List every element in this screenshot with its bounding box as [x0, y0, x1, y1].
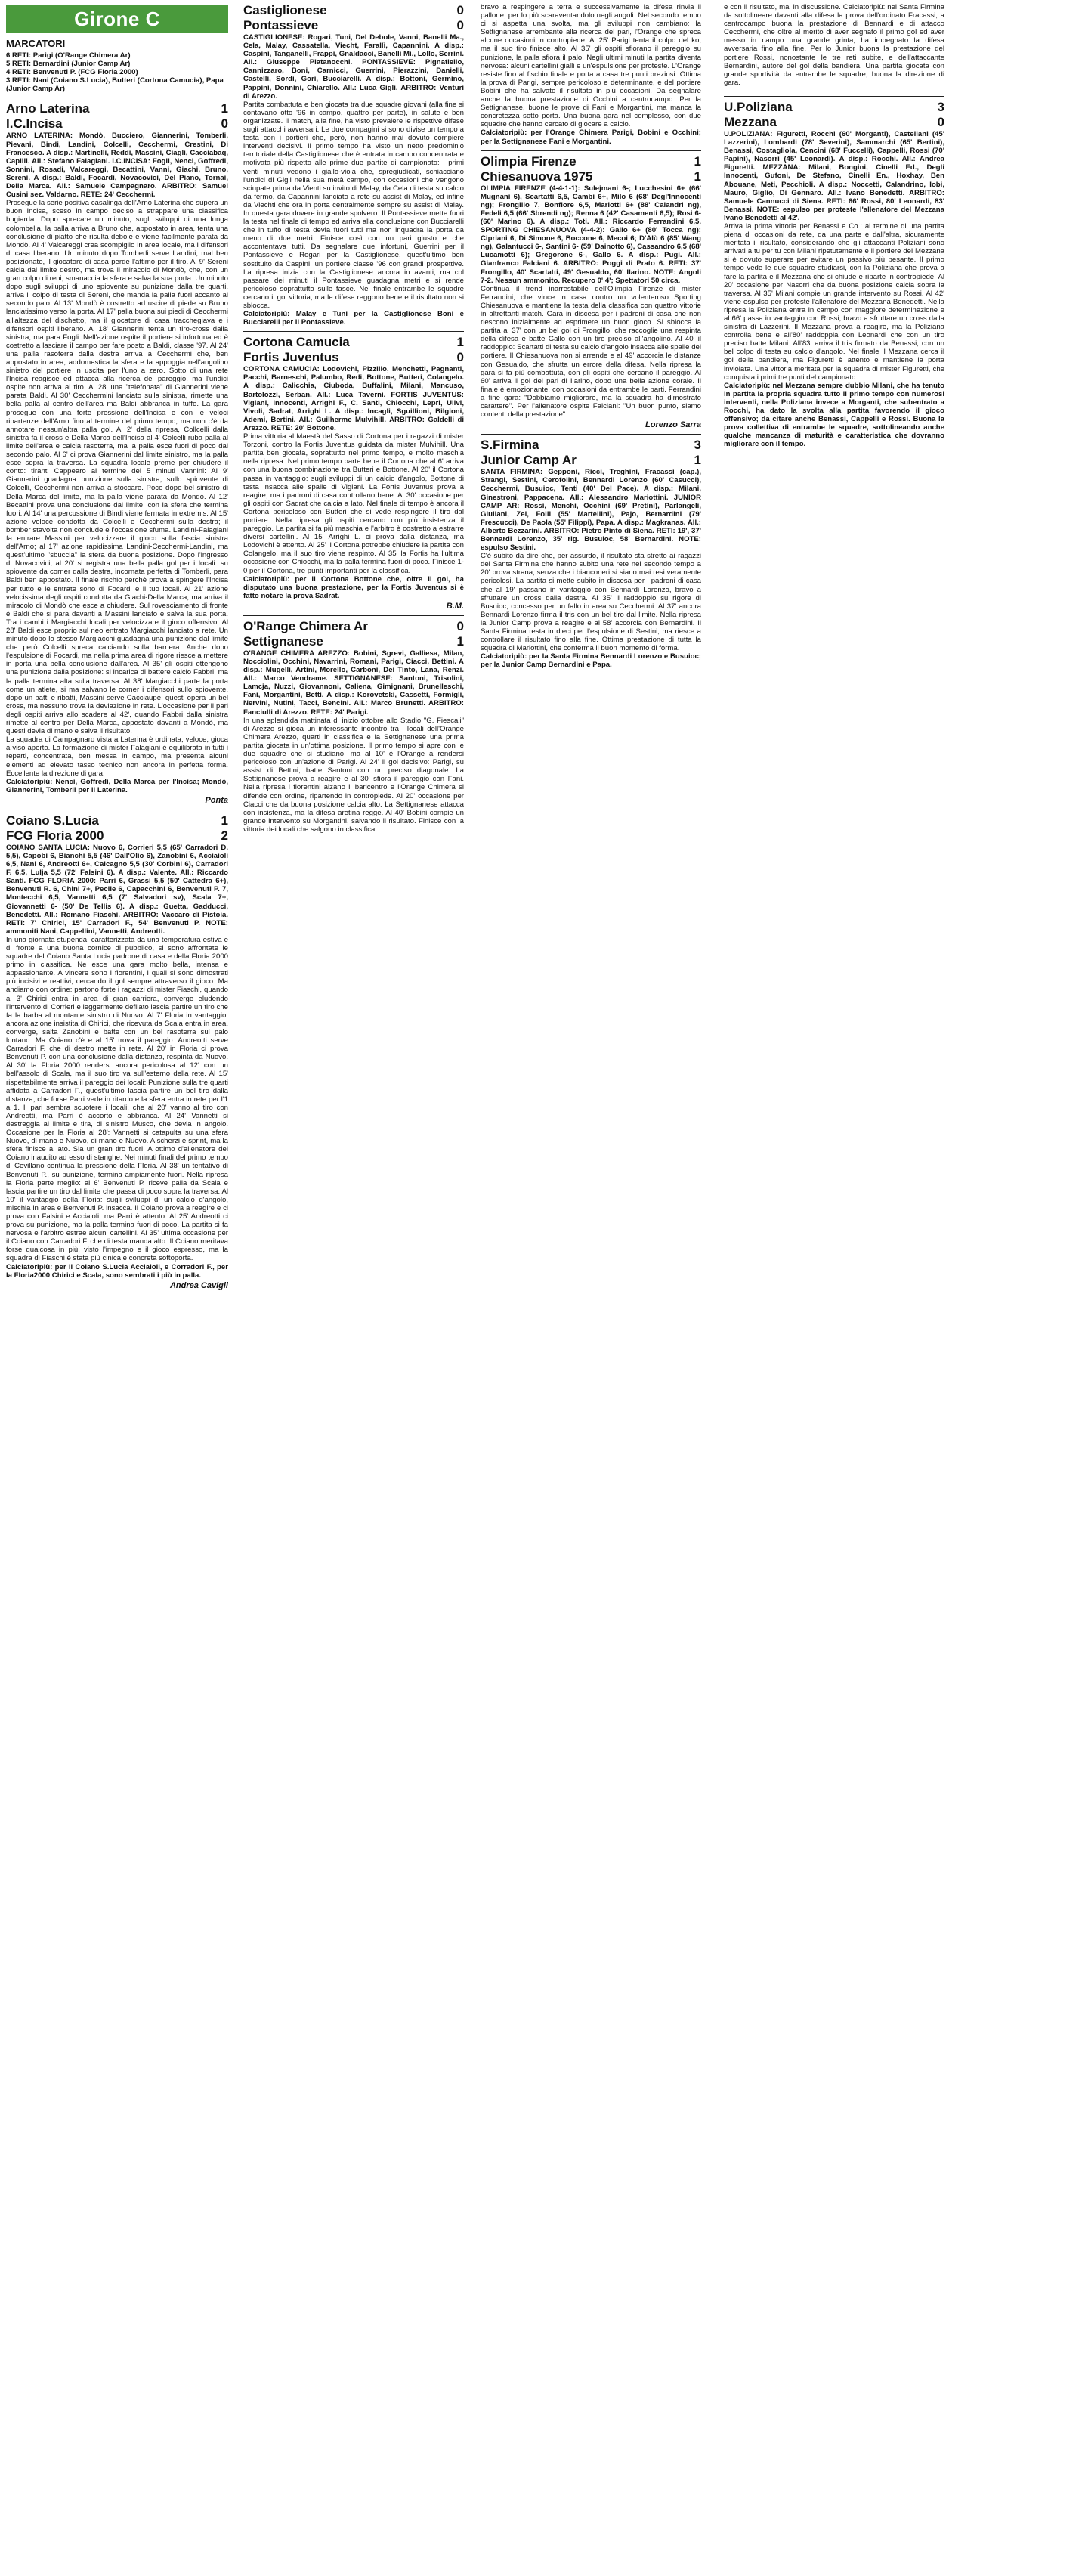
- players-highlight: Calciatoripiù: Nenci, Goffredi, Della Marca per l'Incisa; Mondò, Giannerini, Tomberli per il Laterina.: [6, 777, 228, 794]
- home-team: Castiglionese: [243, 3, 327, 17]
- section-title: Girone C: [74, 7, 160, 30]
- match-report: [6, 101, 228, 804]
- away-team-row: [6, 828, 228, 844]
- players-highlight: Calciatoripiù: per la Santa Firmina Bennardi Lorenzo e Busuioc; per la Junior Camp Bernardini e Papa.: [481, 652, 701, 670]
- home-team: S.Firmina: [481, 438, 539, 453]
- scorers-label: MARCATORI: [6, 38, 66, 49]
- scorers-line: 5 RETI: Bernardini (Junior Camp Ar): [6, 60, 131, 69]
- home-team: O'Range Chimera Ar: [243, 618, 368, 633]
- away-score: 1: [456, 633, 464, 649]
- article-body: Continua il trend inarrestabile dell'Olimpia Firenze di mister Ferrandini, che vince in casa contro un volenteroso Sporting Chiesanuova e mantiene la testa della classifica con quattro vittorie in altrettanti match. Gara in discesa per i padroni di casa che non riescono inizialmente ad esprimere un buon gioco. Si sblocca la partita al 37' con un bel gol di Frongillo, che raccoglie una respinta della difesa e batte Gallo con un tiro preciso all'angolino. Al 40' il raddoppio: Scartatti di testa su calcio d'angolo insacca alle spalle del portiere. Il Chiesanuova non si arrende e al 49' accorcia le distanze con Gesualdo, che sfrutta un errore della difesa. Nella ripresa la gara si fa più combattuta, con gli ospiti che cercano il pareggio. Al 60' arriva il gol del pari di Ilarino, dopo una bella azione corale. Il finale è emozionante, con occasioni da entrambe le parti. Ferrandini a fine gara: "Dobbiamo migliorare, ma la squadra ha dimostrato carattere". Per l'allenatore ospite Falciani: "Un buon punto, siamo contenti della prestazione".: [481, 284, 701, 420]
- home-team-row: [481, 154, 701, 169]
- home-team: Arno Laterina: [6, 101, 90, 116]
- home-team-row: [481, 438, 701, 453]
- scorers-box: [6, 38, 228, 93]
- away-team-row: [724, 115, 944, 130]
- lineup: ARNO LATERINA: Mondò, Bucciero, Giannerini, Tomberli, Pievani, Bindi, Landini, Colcelli, Cecchermi, Crestini, Di Francesco. A disp.: Martinelli, Reddi, Massini, Ciagli, Cacciabaq, Capilli. All.: Stefano Falagiani. I.C.INCISA: Fogli, Nenci, Goffredi, Sonnini, Rosadi, Valcareggi, Becattini, Vanni, Giachi, Bruno, Sereni. A disp.: Baldi, Focardi, Novacovici, Del Piano, Tornai, Della Marca. All.: Samuele Campagnaro. ARBITRO: Samuel Cusini sez. Valdarno. RETE: 24' Cecchermi.: [6, 132, 228, 200]
- away-team-row: [481, 169, 701, 184]
- lineup: CORTONA CAMUCIA: Lodovichi, Pizzillo, Menchetti, Pagnanti, Pacchi, Barneschi, Palumbo, Redi, Bottone, Butteri, Colangelo. A disp.: Calicchia, Ciuboda, Buffalini, Milani, Mancuso, Bartolozzi, Serban. All.: Luca Taverni. FORTIS JUVENTUS: Vigiani, Innocenti, Arrighi F., C. Santi, Chiocchi, Lepri, Ulivi, Vivoli, Sadrat, Arrighi L. A disp.: Incagli, Sguillioni, Bilgioni, Ademi, Bertini. All.: Guilherme Mulvihill. ARBITRO: Galdelli di Arezzo. RETE: 20' Bottone.: [243, 365, 464, 432]
- author: Andrea Cavigli: [169, 1280, 228, 1290]
- away-team-row: [243, 350, 464, 365]
- home-team: Cortona Camucia: [243, 335, 350, 350]
- away-team-row: [243, 18, 464, 33]
- players-highlight: Calciatoripiù: Malay e Tuni per la Castiglionese Boni e Bucciarelli per il Pontassieve.: [243, 310, 464, 327]
- players-highlight: Calciatoripiù: per l'Orange Chimera Parigi, Bobini e Occhini; per la Settignanese Fani e Morgantini.: [481, 128, 701, 146]
- article-body: Prosegue la serie positiva casalinga dell'Arno Laterina che supera un buon Incisa, sceso in campo deciso a strappare una classifica bugiarda. Dopo sprecare un minuto, sugli sviluppi di una lunga colombella, la palla arriva a Bruno che, appostato in area, tenta una conclusione di piatto che risulta debole e viene facilmente parata da Mondò. Al 4' Valcareggi crea scompiglio in area locale, ma i difensori di casa liberano. Un minuto dopo Tomberli serve Landini, mal ben posizionato, il giocatore di casa perde l'attimo per il tiro. Al 9' Sereni calcia dal limite destro, ma trova il miracolo di Mondò, che, con un gran colpo di reni, smanaccia la sfera e salva la sua porta. Un minuto dopo sugli sviluppi di uno spiovente su punizione dalla tre quarti, arriva il colpo di testa di Sereni, che manda la palla fuori accanto al secondo palo. Al 13' Mondò è costretto ad uscire di piede su Bruno lanciatissimo verso la porta. Al 17' palla buona sui piedi di Cecchermi all'altezza del dischetto, ma il giocatore di casa tracchegiava e i difensori ospiti liberano. Al 18' Giannerini tenta un tiro-cross dalla sinistra, ma para Fogli. Nell'azione ospite il portiere si infortuna ed è costretto a lasciare il campo per fare posto a Baldi, classe '97. Al 24' una palla rasoterra dalla destra arriva a Cecchermi che, ben appostato in area, addomestica la sfera e la appoggia nell'angolino sinistro del portiere in uscita per l'uno a zero. Sotto di una rete l'Incisa reagisce ed attacca alla ricerca del pareggio, ma l'undici ospite non arriva al tiro. Al 28' una "telefonata" di Giannerini viene parata Baldi. Al 30' Cecchermini lanciato sulla sinistra, rimette una bella palla al centro dell'area ma Baldi abbranca in tuffo. La gara prosegue con una forte pressione dell'Incisa e con le veloci ripartenze dell'Arno fino al termine del primo tempo, ma non c'è da annotare nessun'altra palla gol. Al 2' della ripresa, Collcelli dalla sinistra fa il cross e Della Marca dell'Incisa al 4' Colcelli ruba palla al limite dell'area e calcia rasoterra, ma la palla esce fuori di poco dal secondo palo. Al 6' ci prova Giannerini dal limite sinistro, ma la palla esce sopra la traversa. La squadra locale preme per chiudere il conto: tiranti Cappearo al termine dei 5 minuti Vannini: Al 9' Giannerini guadagna punizione sulla sinistra; sullo spiovente di Colcelli, Cecchermi non arriva a stoccare. Poco dopo bel sinistro di Della Marca del limite, ma la palla viene parata da Mondò. Al 12' Becattini prova una conclusione dal limite, con la sfera che termina fuori. Al 14' una percussione di Bindi viene fermata in extremis. Al 15' azione veloce condotta da Colcelli e Cecchermi sulla destra; il bomber stavolta non conclude e l'occasione sfuma. Landini-Falagiani fa entrare Massini per velocizzare il gioco sulla fascia sinistra dell'Arno; al 17' azione rapidissima Landini-Cecchermi-Landini, ma quest'ultimo "sbuccia" la sfera da buona posizione. Dopo l'ingresso di Novacovici, al 20' si registra una bella palla gol per i locali: su spiovente da corner dalla destra, incornata perfetta di Tomberli, para Baldi ben appostato. Il finale rischio perché prova a spingere l'Incisa per tutto e le entrate sono di Focardi e il tuo locali. Al 21' azione velocissima degli ospiti condotta da Giachi-Della Marca, ma arriva il miracolo di Mondò che esce a chiudere. Sul rovesciamento di fronte è Baldi che si para davanti a Massini lanciato e salva la sua porta. Tra i cambi i Margiacchi locali per velocizzare il gioco offensivo. Al 28' Baldi esce proprio sul neo entrato Margiacchi lanciato a rete. Un minuto dopo lo stesso Margiacchi guadagna una punizione dal limite che però Colcelli spreca calciando sulla barriera. Anche dopo l'espulsione di Focardi, ma nella prima area di rigore riesce a mettere in porta una bella conclusione dall'area. Al 35' gli ospiti ottengono una punizione dalla posizione: si incarica di battere calcio Fabbri, ma la palla termina alta sulla traversa. Al 38' Margiacchi parte la porta come un atlete, si ma salvano le corner i difensori sullo spiovente, dopo un batti e ribatti, Massini serve Cacciaupe; questi opera un bel cross, ma nessuno trova la deviazione in rete. L'occasione per il pari degli ospiti arriva allo scadere al 42', quando Fabbri dalla sinistra rimette al centro per Della Marca, appostato davanti a Mondò, ma questi devia di mano e salva il risultato.: [6, 199, 228, 736]
- away-team: Pontassieve: [243, 18, 319, 33]
- away-score: 2: [221, 828, 228, 843]
- article-body-continued: bravo a respingere a terra e successivamente la difesa rinvia il pallone, per lo più scaraventandolo negli angoli. Nel secondo tempo ci si aspetta una svolta, ma gli sviluppi non cambiano: la Settignanese arrembante alla ricerca del pari, l'Orange che spreca alcune occasioni in contropiede. Al 25' Parigi tenta il colpo del ko, ma il suo tiro finisce alto. Al 35' gli ospiti sfiorano il pareggio su punizione, la palla sfiora il palo. Negli ultimi minuti la partita diventa nervosa: alcuni cartellini gialli e un'espulsione per proteste. L'Orange resiste fino al fischio finale e porta a casa tre punti preziosi. Ottima la prova di Parigi, sempre pericoloso e determinante, e del portiere Bobini che ha salvato il risultato in più occasioni. Da segnalare anche la buona prestazione di Occhini a centrocampo. Per la Settignanese, buone le prove di Fani e Morgantini, ma manca la concretezza sotto porta. Una buona gara nel complesso, con due squadre che hanno cercato di giocare a calcio.: [481, 3, 701, 129]
- article-body-continued: e con il risultato, mai in discussione. Calciatoripiù: nel Santa Firmina da sottolineare davanti alla difesa la prova dell'ordinato Fracassi, a centrocampo buona la prestazione di Bennardi e di attacco Cecchermi, che oltre al merito di aver segnato il primo gol ed aver messo in campo una grande grinta, ha impegnato la difesa avversaria fino alla fine. Per lo Junior buona la prestazione del portiere Rossi, nonostante le tre reti subite, e dell'attaccante Bernardini, autore del gol della bandiera. Una partita giocata con grande sportività da entrambe le squadre, buona la direzione di gara.: [724, 3, 944, 87]
- match-report: [6, 813, 228, 1290]
- column-3: [481, 3, 701, 2570]
- home-score: 0: [456, 618, 464, 633]
- home-score: 3: [694, 438, 701, 453]
- author: Ponta: [205, 795, 228, 805]
- home-score: 1: [456, 335, 464, 350]
- home-team: Coiano S.Lucia: [6, 813, 99, 828]
- divider: [481, 434, 701, 435]
- match-report: [724, 100, 944, 449]
- scorers-line: 4 RETI: Benvenuti P. (FCG Floria 2000): [6, 68, 138, 77]
- away-score: 0: [937, 114, 944, 129]
- article-body: C'è subito da dire che, per assurdo, il risultato sta stretto ai ragazzi del Santa Firmina che hanno subito una rete nel secondo tempo a 20' prova strana, senza che i bianconeri si siano mai resi veramente pericolosi. La partita si mette subito in discesa per i padroni di casa che al 19' passano in vantaggio con Bennardi Lorenzo, bravo a sfruttare un cross dalla destra. Al 35' il raddoppio su rigore di Busuioc, concesso per un fallo in area su Cecchermi. Al 37' ancora Bennardi Lorenzo firma il tris con un bel tiro dal limite. Nella ripresa la Junior Camp prova a reagire e al 58' accorcia con Bernardini. Il Santa Firmina resta in dieci per l'espulsione di Sestini, ma riesce a controllare il risultato fino alla fine. Ottima prestazione di tutta la squadra di Mariottini, che conferma il buon momento di forma.: [481, 552, 701, 653]
- home-team: U.Poliziana: [724, 99, 793, 114]
- article-body: In una giornata stupenda, caratterizzata da una temperatura estiva e di fronte a una buona cornice di pubblico, si sono affrontate le squadre del Coiano Santa Lucia padrone di casa e della Floria 2000 primo in classifica. Ne esce una gara molto bella, intensa e appassionante. A vincere sono i fiorentini, i quali si sono dimostrati più incisivi e reattivi, cercando il gol sempre attraverso il gioco. Ma andiamo con ordine: partono forte i ragazzi di mister Fiaschi, quando al 3' Chirici entra in area di gran carriera, converge eludendo l'intervento di Corrieri e leggermente defilato lascia partire un tiro che fa la barba al montante sinistro di Nuovo. Al 7' Floria in vantaggio: ancora azione insistita di Chirici, che ricevuta da Scala entra in area, converge, salta Zanobini e batte con un bel rasoterra sul palo lontano. Ma Coiano c'è e al 15' trova il pareggio: Andreotti serve Carradori F. che di destro mette in rete. Al 20' in Floria ci prova Benvenuti P. con una conclusione dalla distanza, respinta da Nuovo. Al 30' la Floria 2000 rendersi ancora pericolosa al 12' con un bell'assolo di Scala, ma il suo tiro va sull'esterno della rete. Al 15' rispettabilmente arriva il pareggio dei locali: Punizione sulla tre quarti affidata a Carradori F., quest'ultimo lascia partire un bel tiro dalla distanza, che forse Parri vede in ritardo e la sfera entra in rete per l'1 a 1. Il pari sembra scuotere i locali, che al 20' vanno al tiro con Andreotti, ma Parri è accorto e abbranca. Al 24' Vannetti si destreggia al limite e tira, di sinistro Musco, che devia in angolo. Occasione per la Floria al 28': Vannetti si catapulta su una sfera Nuovo, di mano e Nuovo, di mano e Nuovo. A scherzi e sprint, ma la sfera finisce a lato. Sia un gran tiro fuori. A ottimo d'allenatore del Coiano inaudito ad esso di stanghe. Nei minuti finali del primo tempo di Cevillano continua la pressione della Floria. Al 38' un tentativo di Benvenuti P., su punizione, termina ampiamente fuori. Nella ripresa la Floria parte meglio: al 6' Benvenuti P. riceve palla da Scala e lascia partire un tiro dal limite che passa di poco sopra la traversa. Al 10' il vantaggio della Floria: sugli sviluppi di un calcio d'angolo, mischia in area e Benvenuti P. insacca. Il Coiano prova a reagire e ci prova con Falsini e Acciaioli, ma Parri è attento. Al 25' Andreotti ci prova su punizione, ma la palla termina fuori di poco. La partita si fa nervosa e l'arbitro estrae alcuni cartellini. Al 35' ultima occasione per il Coiano con Carradori F. che di testa manda alto. Il Coiano meritava forse qualcosa in più, visto l'impegno e il gioco espresso, ma la squadra di Fiaschi è stata più cinica e concreta sottoporta.: [6, 935, 228, 1263]
- lineup: COIANO SANTA LUCIA: Nuovo 6, Corrieri 5,5 (65' Carradori D. 5,5), Capobi 6, Bianchi 5,5 (46' Dall'Olio 6), Zanobini 6, Acciaioli 6,5, Nani 6, Andreotti 6+, Calcagno 5,5 (30' Corbini 6), Carradori F. 6,5, Lulja 5,5 (72' Falsini 6). A disp.: Valente. All.: Riccardo Santi. FCG FLORIA 2000: Parri 6, Grassi 5,5 (50' Cattedra 6+), Benvenuti R. 6, Chini 7+, Pecile 6, Capacchini 6, Benvenuti P. 7, Montecchi 6,5, Vannetti 6,5 (7' Salvadori sv), Scala 7+, Giovannetti 6- (50' De Tellis 6). A disp.: Guetta, Gadducci, Benedetti. All.: Romano Fiaschi. ARBITRO: Vaccaro di Pistoia. RETI: 7' Chirici, 15' Carradori F., 54' Benvenuti P. NOTE: ammoniti Nani, Cappellini, Vannetti, Andreotti.: [6, 843, 228, 936]
- divider: [243, 615, 464, 616]
- lineup: SANTA FIRMINA: Gepponi, Ricci, Treghini, Fracassi (cap.), Strangi, Sestini, Cerofolini, Bennardi Lorenzo (60' Casucci), Cecchermi, Busuioc, Tenti (40' Del Pace). A disp.: Milani, Ginestroni, Pappacena. All.: Alessandro Mariottini. JUNIOR CAMP AR: Rossi, Menchi, Occhini (69' Pretini), Parlangeli, Giuliani, Zei, Folli (55' Martellini), Pajo, Bernardini (79' Frescucci), De Paola (55' Filippi), Papa. A disp.: Magkranas. All.: Alberto Bezzarini. ARBITRO: Pietro Pinto di Siena. RETI: 19', 37' Bennardi Lorenzo, 35' rig. Busuioc, 58' Bernardini. NOTE: espulso Sestini.: [481, 468, 701, 553]
- away-team: FCG Floria 2000: [6, 828, 104, 843]
- players-highlight: Calciatoripiù: per il Cortona Bottone che, oltre il gol, ha disputato una buona prestazione, per la Fortis Juventus si è fatto notare la prova Sadrat.: [243, 574, 464, 600]
- article-body: La squadra di Campagnaro vista a Laterina è ordinata, veloce, gioca a viso aperto. La formazione di mister Falagiani è equilibrata in tutti i reparti, concentrata, ben messa in campo, ma presenta alcuni elementi ad elevato tasso tecnico non ancora in perfetta forma. Eccellente la direzione di gara.: [6, 735, 228, 778]
- column-4: [724, 3, 944, 2570]
- author: Lorenzo Sarra: [645, 420, 701, 430]
- match-report: [243, 3, 464, 327]
- away-team: Junior Camp Ar: [481, 453, 577, 468]
- article-body: In una splendida mattinata di inizio ottobre allo Stadio "G. Fiescali" di Arezzo si gioca un interessante incontro tra i locali dell'Orange Chimera Arezzo, quarti in classifica e la Settignanese una prima partita giocata in un'ottima posizione. Il primo tempo si apre con le due squadre che si studiano, ma al 10' è l'Orange a rendersi pericoloso con un'azione di Parigi. Al 24' il gol decisivo: Parigi, su assist di Bettini, batte Santoni con un preciso diagonale. La Settignanese prova a reagire e al 30' sfiora il pareggio con Fani. Nella ripresa i fiorentini alzano il baricentro e l'Orange Chimera si difende con ordine, ripartendo in contropiede. Al 20' occasione per Ciacci che da buona posizione calcia alto. La Settignanese attacca con insistenza, ma la difesa aretina regge. Al 40' Bobini compie un grande intervento su Morgantini, salvando il risultato. Finisce con la vittoria dei locali che salgono in classifica.: [243, 716, 464, 834]
- home-score: 3: [937, 99, 944, 114]
- players-highlight: Calciatoripiù: nel Mezzana sempre dubbio Milani, che ha tenuto in partita la propria squadra tutto il primo tempo con numerosi interventi, nella Poliziana invece a Morganti, che subentrato a Rocchi, ha dato la svolta alla partita favorendo il gioco offensivo; da citare anche Benassi, Cappelli e Rossi. Buona la prova collettiva di entrambe le squadre, sottolineando anche qualche mancanza di maturità e caratteristica che dovranno migliorare con il tempo.: [724, 381, 944, 449]
- home-team-row: [724, 100, 944, 115]
- away-score: 0: [456, 18, 464, 33]
- away-team: I.C.Incisa: [6, 116, 63, 132]
- home-score: 0: [456, 3, 464, 17]
- players-highlight: Calciatoripiù: per il Coiano S.Lucia Acciaioli, e Corradori F., per la Floria2000 Chirici e Scala, sono sembrati i più in palla.: [6, 1262, 228, 1280]
- scorers-line: 6 RETI: Parigi (O'Range Chimera Ar): [6, 51, 131, 60]
- away-team-row: [481, 453, 701, 468]
- away-team-row: [6, 116, 228, 132]
- column-1: [6, 38, 228, 2570]
- home-team-row: [6, 813, 228, 828]
- match-report: [243, 335, 464, 611]
- lineup: OLIMPIA FIRENZE (4-4-1-1): Sulejmani 6-; Lucchesini 6+ (66' Mugnani 6), Scartatti 6,5, Cambi 6+, Milo 6 (68' Degl'Innocenti ng); Frongillo 7, Bonfiore 6,5, Mariotti 6+ (88' Calandri ng), Fedeli 6,5 (66' Sbrendi ng); Renna 6 (42' Casamenti 6,5); Rosi 6- (60' Marino 6). A disp.: Toti. All.: Riccardo Ferrandini 6,5. SPORTING CHIESANUOVA (4-4-2): Gallo 6+ (80' Tocca ng); Cipriani 6, Di Simone 6, Boccone 6, Mecoi 6; D'Alù 6 (85' Wang ng), Galantucci 6-, Santini 6- (59' Dainotto 6), Cassandro 6,5 (68' Lucamotti 6); Gregorone 6-, Gallo 6. A disp.: Pugi. All.: Gianfranco Falciani 6. ARBITRO: Poggi di Prato 6. RETI: 37' Frongillo, 40' Scartatti, 49' Gesualdo, 60' Ilarino. NOTE: Angoli 7-2. Nessun ammonito. Recupero 0' 4'; Spettatori 50 circa.: [481, 184, 701, 285]
- away-team: Mezzana: [724, 114, 777, 129]
- author: B.M.: [446, 601, 464, 611]
- home-team-row: [243, 335, 464, 350]
- away-team: Settignanese: [243, 633, 323, 649]
- divider: [481, 150, 701, 151]
- divider: [724, 96, 944, 97]
- match-report: [481, 438, 701, 669]
- away-score: 0: [221, 116, 228, 132]
- lineup: O'RANGE CHIMERA AREZZO: Bobini, Sgrevi, Galliesa, Milan, Nocciolini, Occhini, Navarrini, Romani, Parigi, Ciacci, Bettini. A disp.: Mugelli, Artini, Morello, Carboni, Dei Tinto, Lana, Renzi. All.: Marco Vendrame. SETTIGNANESE: Santoni, Trisolini, Lamcja, Nuzzi, Giovannoni, Caliena, Gimignani, Brunelleschi, Fani, Morgantini, Betti. A disp.: Korovetski, Cassetti, Formigli, Nervini, Nutini, Tacci, Bencini. All.: Marco Brunetti. ARBITRO: Fanciulli di Arezzo. RETE: 24' Parigi.: [243, 649, 464, 717]
- article-body: Partita combattuta e ben giocata tra due squadre giovani (alla fine si contavano otto '96 in campo, quattro per parte), in salute e ben organizzate. Il match, alla fine, ha visto prevalere le rispettive difese sugli attacchi avversari. Le due compagini si sono divise un tempo a testa con i portieri che, però, non hanno mai dovuto compiere interventi decisivi. Il primo tempo ha visto un netto predominio territoriale della Castiglionese che è entrata in campo concentrata e motivata più rispetto alle prime due partite di campionato: i primi venti minuti vedono i giallo-viola che, spregiudicati, schiacciano l'undici di Gigli nella sua metà campo, con occasioni che vengono sciupate prima da Vienti su invito di Malay, da Cela di testa su calcio da fermo, da Capannini lanciato a rete su assist di Malay, ed infine da Viechti che ora in porta centralmente sempre su assist di Malay. In questa gara dovere in grande spolvero. Il Pontassieve mette fuori la testa nel finale di tempo ed arriva alla conclusione con Bucciarelli che in tuffo di testa devia fuori tutti ma non inquadra la porta da meno di due metri. Finisce così con un pari giusto e che accontentava tutti. Da segnalare due infortuni, Guerrini per il Pontassieve e Rogari per la Castiglionese, quest'ultimo ben sostituito da Caspini, un portiere classe '96 con grandi prospettive. La ripresa inizia con la Castiglionese ancora in avanti, ma col passare dei minuti il Pontassieve guadagna metri e si rende pericoloso soprattutto sulle fasce. Nel finale entrambe le squadre cercano il gol vittoria, ma le difese reggono bene e il risultato non si sblocca.: [243, 100, 464, 310]
- away-team: Fortis Juventus: [243, 350, 339, 365]
- away-team: Chiesanuova 1975: [481, 169, 593, 184]
- home-team-row: [243, 619, 464, 634]
- divider: [243, 331, 464, 332]
- away-score: 1: [694, 453, 701, 468]
- home-team-row: [243, 3, 464, 18]
- home-score: 1: [221, 101, 228, 116]
- away-score: 0: [456, 350, 464, 365]
- lineup: U.POLIZIANA: Figuretti, Rocchi (60' Morganti), Castellani (45' Lazzerini), Lombardi (78' Severini), Sammarchi (65' Bertini), Benassi, Costagliola, Cencini (68' Fuccelli), Cappelli, Rossi (70' Papini), Nasorri (45' Leonardi). A disp.: Rocchi. All.: Andrea Figuretti. MEZZANA: Milani, Bongini, Cinelli Ed., Degli Innocenti, Gufoni, De Stefano, Cinelli En., Hoxhay, Ben Abouane, Meti, Pecchioli. A disp.: Noccetti, Calandrino, Iobi, Mauro, Giglio, Di Gennaro. All.: Ivano Benedetti. ARBITRO: Samuele Cannucci di Siena. RETI: 66' Rossi, 80' Leonardi, 83' Benassi. NOTE: espulso per proteste l'allenatore del Mezzana Ivano Benedetti al 42'.: [724, 129, 944, 222]
- match-report: [243, 619, 464, 834]
- away-team-row: [243, 634, 464, 649]
- column-2: [243, 3, 464, 2570]
- home-score: 1: [694, 153, 701, 169]
- article-body: Arriva la prima vittoria per Benassi e Co.: al termine di una partita piena di occasioni da rete, da una parte e dall'altra, sicuramente meritata il risultato, considerando che gli attaccanti Poliziani sono arrivati a tu per tu con Milani ripetutamente e il portiere del Mezzana si è dovuto superare per evitare un passivo più pesante. Il primo tempo vede le due squadre studiarsi, con la Poliziana che prova a fare la partita e il Mezzana che si chiude e riparte in contropiede. Al 20' occasione per Nasorri che da buona posizione calcia sopra la traversa. Al 35' Milani compie un grande intervento su Rossi. Al 42' viene espulso per proteste l'allenatore del Mezzana Benedetti. Nella ripresa la Poliziana entra in campo con maggiore determinazione e al 66' passa in vantaggio con Rossi, bravo a sfruttare un cross dalla sinistra di Lazzerini. Il Mezzana prova a reagire, ma la Poliziana controlla bene e all'80' raddoppia con Leonardi che con un tiro preciso batte Milani. All'83' arriva il tris firmato da Benassi, con un bel colpo di testa su calcio d'angolo. Nel finale il Mezzana cerca il gol della bandiera, ma Figuretti è attento e mantiene la porta inviolata. Una vittoria meritata per la squadra di mister Figuretti, che conquista i primi tre punti del campionato.: [724, 221, 944, 382]
- article-body: Prima vittoria al Maestà del Sasso di Cortona per i ragazzi di mister Torzoni, contro la Fortis Juventus guidata da mister Mulvihill. Una partita ben giocata, soprattutto nel primo tempo, e molto maschia nella ripresa. Nel primo tempo parte bene il Cortona che al 6' arriva con una buona combinazione tra Butteri e Bottone. Al 20' il Cortona passa in vantaggio: sugli sviluppi di un calcio d'angolo, Bottone di testa insacca alle spalle di Vigiani. La Fortis Juventus prova a reagire, ma i padroni di casa controllano bene. Al 30' occasione per gli ospiti con Sadrat che calcia a lato. Nel finale di tempo è ancora il Cortona pericoloso con Butteri che si vede respingere il tiro dal portiere. Nella ripresa gli ospiti cercano con più insistenza il pareggio. La partita si fa più maschia e l'arbitro è costretto a estrarre diversi cartellini. Al 15' Arrighi L. ci prova dalla distanza, ma Lodovichi è attento. Al 25' il Cortona potrebbe chiudere la partita con Colangelo, ma il suo tiro viene respinto. Al 35' la Fortis ha l'ultima occasione con Chiocchi, ma la palla termina fuori di poco. Finisce 1-0 per il Cortona, tre punti importanti per la classifica.: [243, 432, 464, 575]
- home-team: Olimpia Firenze: [481, 153, 577, 169]
- home-team-row: [6, 101, 228, 116]
- scorers-line: 3 RETI: Nani (Coiano S.Lucia), Butteri (Cortona Camucia), Papa (Junior Camp Ar): [6, 76, 224, 94]
- away-score: 1: [694, 169, 701, 184]
- section-header: [6, 5, 228, 33]
- match-report: [481, 154, 701, 430]
- lineup: CASTIGLIONESE: Rogari, Tuni, Del Debole, Vanni, Banelli Ma., Cela, Malay, Cassatella, Viecht, Farallì, Capannini. A disp.: Caspini, Tanganelli, Frappi, Gnaldacci, Banelli Mi., Lollo, Serrini. All.: Giuseppe Platanocchi. PONTASSIEVE: Pignatiello, Cannizzaro, Boni, Carnicci, Guerrini, Pierazzini, Danielli, Castelli, Sordi, Gori, Bucciarelli. A disp.: Bottoni, Germino, Pappini, Donnini, Chiarello. All.: Luca Gigli. ARBITRO: Venturi di Arezzo.: [243, 33, 464, 101]
- home-score: 1: [221, 813, 228, 828]
